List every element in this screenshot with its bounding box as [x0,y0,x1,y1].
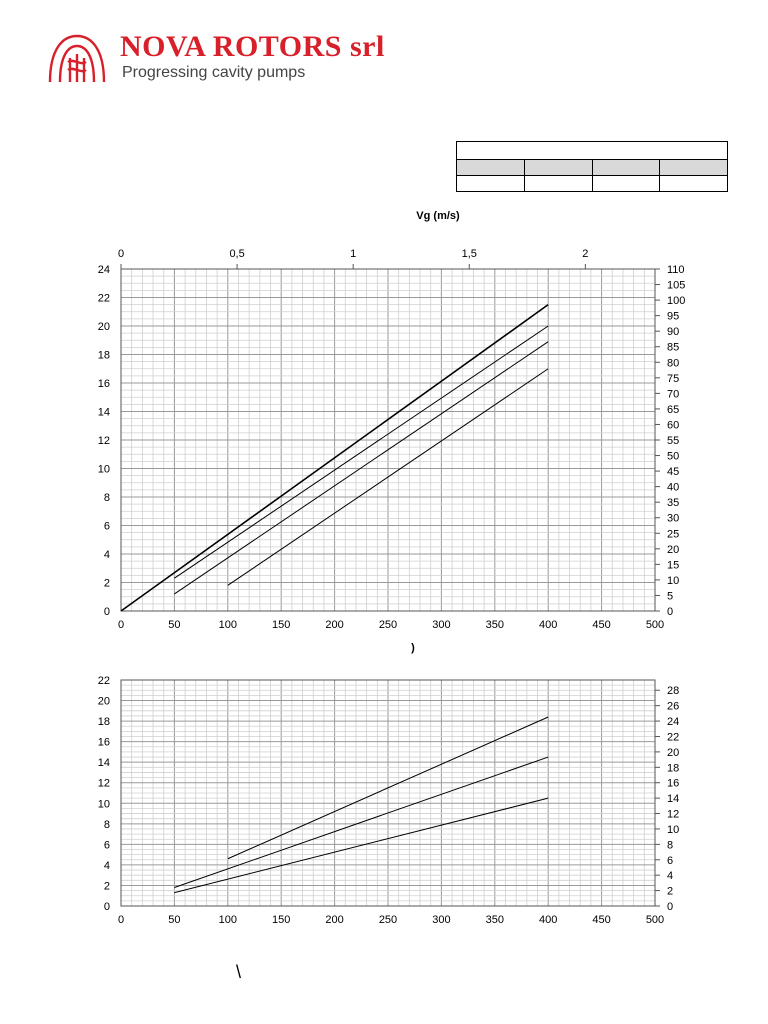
y-tick-label: 12 [97,435,110,447]
y-tick-label: 0 [103,606,110,618]
x-tick-label: 400 [539,914,558,926]
top-tick-label: 0,5 [229,248,245,260]
y-tick-label: 2 [103,880,110,893]
x-tick-label: 250 [378,619,398,631]
info-table-cell [592,160,660,176]
x-tick-label: 450 [592,914,611,926]
x-tick-label: 450 [592,619,611,631]
y-tick-label: 14 [97,757,110,770]
top-axis-label: Vg (m/s) [416,210,460,222]
y2-tick-label: 4 [667,870,674,883]
y2-tick-label: 10 [667,574,680,587]
flow-speed-chart [0,205,768,655]
y2-tick-label: 24 [667,716,680,729]
y2-tick-label: 40 [667,481,680,494]
y2-tick-label: 55 [667,435,680,447]
x-tick-label: 250 [378,914,398,926]
y-tick-label: 18 [97,716,110,729]
y2-tick-label: 50 [667,450,680,463]
x-tick-label: 500 [645,914,665,926]
y-tick-label: 6 [103,520,110,533]
series-line-3 [174,798,548,893]
x-tick-label: 350 [485,619,504,631]
x-tick-label: 300 [432,619,451,631]
x-tick-label: 0 [117,914,125,926]
y2-tick-label: 16 [667,777,680,790]
y-tick-label: 12 [97,777,110,790]
y2-tick-label: 5 [667,590,674,603]
info-table-cell [457,176,525,192]
y-tick-label: 4 [103,549,110,561]
x-tick-label: 500 [645,619,665,631]
y2-tick-label: 14 [667,793,680,806]
y2-tick-label: 85 [667,341,680,354]
info-table-cell [524,160,592,176]
y2-tick-label: 26 [667,700,680,713]
series-line-2 [174,757,548,887]
y-tick-label: 20 [97,695,110,708]
info-table [456,141,728,192]
y2-tick-label: 110 [667,264,685,276]
y2-tick-label: 65 [667,403,680,416]
y2-tick-label: 105 [667,279,686,292]
y-tick-label: 24 [97,264,110,276]
y-tick-label: 18 [97,349,110,362]
info-table-cell [457,142,728,160]
y2-tick-label: 22 [667,731,680,744]
y2-tick-label: 0 [667,901,674,913]
series-line-3 [174,342,548,594]
x-tick-label: 0 [117,619,125,631]
y2-tick-label: 70 [667,388,680,401]
y-tick-label: 8 [103,818,110,831]
y2-tick-label: 12 [667,808,680,821]
x-axis-label: ) [411,642,415,654]
top-tick-label: 1,5 [461,248,477,260]
y2-tick-label: 60 [667,419,680,432]
stray-mark: \ [236,962,242,982]
x-tick-label: 200 [325,619,344,631]
y2-tick-label: 10 [667,823,680,836]
x-tick-label: 350 [485,914,504,926]
brand-name: NOVA ROTORS srl [120,30,385,63]
top-tick-label: 2 [582,248,589,260]
y2-tick-label: 45 [667,466,680,479]
y2-tick-label: 15 [667,559,680,572]
y-tick-label: 8 [103,492,110,504]
x-tick-label: 100 [218,914,237,926]
y-tick-label: 22 [97,675,110,687]
y2-tick-label: 6 [667,854,674,867]
y2-tick-label: 35 [667,497,680,510]
x-tick-label: 150 [272,914,291,926]
y2-tick-label: 80 [667,357,680,370]
y2-tick-label: 20 [667,543,680,556]
info-table-value-row [457,176,728,192]
secondary-chart [0,670,768,940]
info-table-title-row [457,142,728,160]
y2-tick-label: 100 [667,295,686,308]
series-line-2 [174,326,548,578]
top-tick-label: 0 [117,248,125,260]
y2-tick-label: 75 [667,372,680,385]
brand-tagline: Progressing cavity pumps [122,64,306,81]
x-tick-label: 400 [539,619,558,631]
y2-tick-label: 30 [667,512,680,525]
x-tick-label: 50 [168,619,181,631]
info-table-header-row [457,160,728,176]
y2-tick-label: 2 [667,885,674,898]
y2-tick-label: 90 [667,326,680,339]
y-tick-label: 16 [97,378,110,390]
y2-tick-label: 8 [667,839,674,852]
y2-tick-label: 18 [667,762,680,775]
info-table-cell [457,160,525,176]
y-tick-label: 6 [103,839,110,852]
y-tick-label: 22 [97,292,110,305]
y-tick-label: 2 [103,577,110,590]
y-tick-label: 20 [97,321,110,333]
y-tick-label: 4 [103,859,110,872]
y2-tick-label: 95 [667,310,680,323]
pump-rotor-logo-icon [44,32,110,84]
x-tick-label: 300 [432,914,451,926]
brand-logo [44,30,444,88]
x-tick-label: 200 [325,914,344,926]
x-tick-label: 150 [272,619,291,631]
info-table-cell [660,176,728,192]
y-tick-label: 16 [97,736,110,749]
y-tick-label: 14 [97,406,110,419]
y-tick-label: 10 [97,798,110,811]
plot-grid [121,680,655,906]
y-tick-label: 10 [97,463,110,476]
y2-tick-label: 25 [667,528,680,541]
info-table-cell [592,176,660,192]
x-tick-label: 100 [218,619,237,631]
y2-tick-label: 20 [667,746,680,759]
info-table-cell [524,176,592,192]
info-table-cell [660,160,728,176]
x-tick-label: 50 [168,914,181,926]
y-tick-label: 0 [103,901,110,913]
top-tick-label: 1 [350,248,357,260]
y2-tick-label: 0 [667,606,674,618]
y2-tick-label: 28 [667,685,680,698]
